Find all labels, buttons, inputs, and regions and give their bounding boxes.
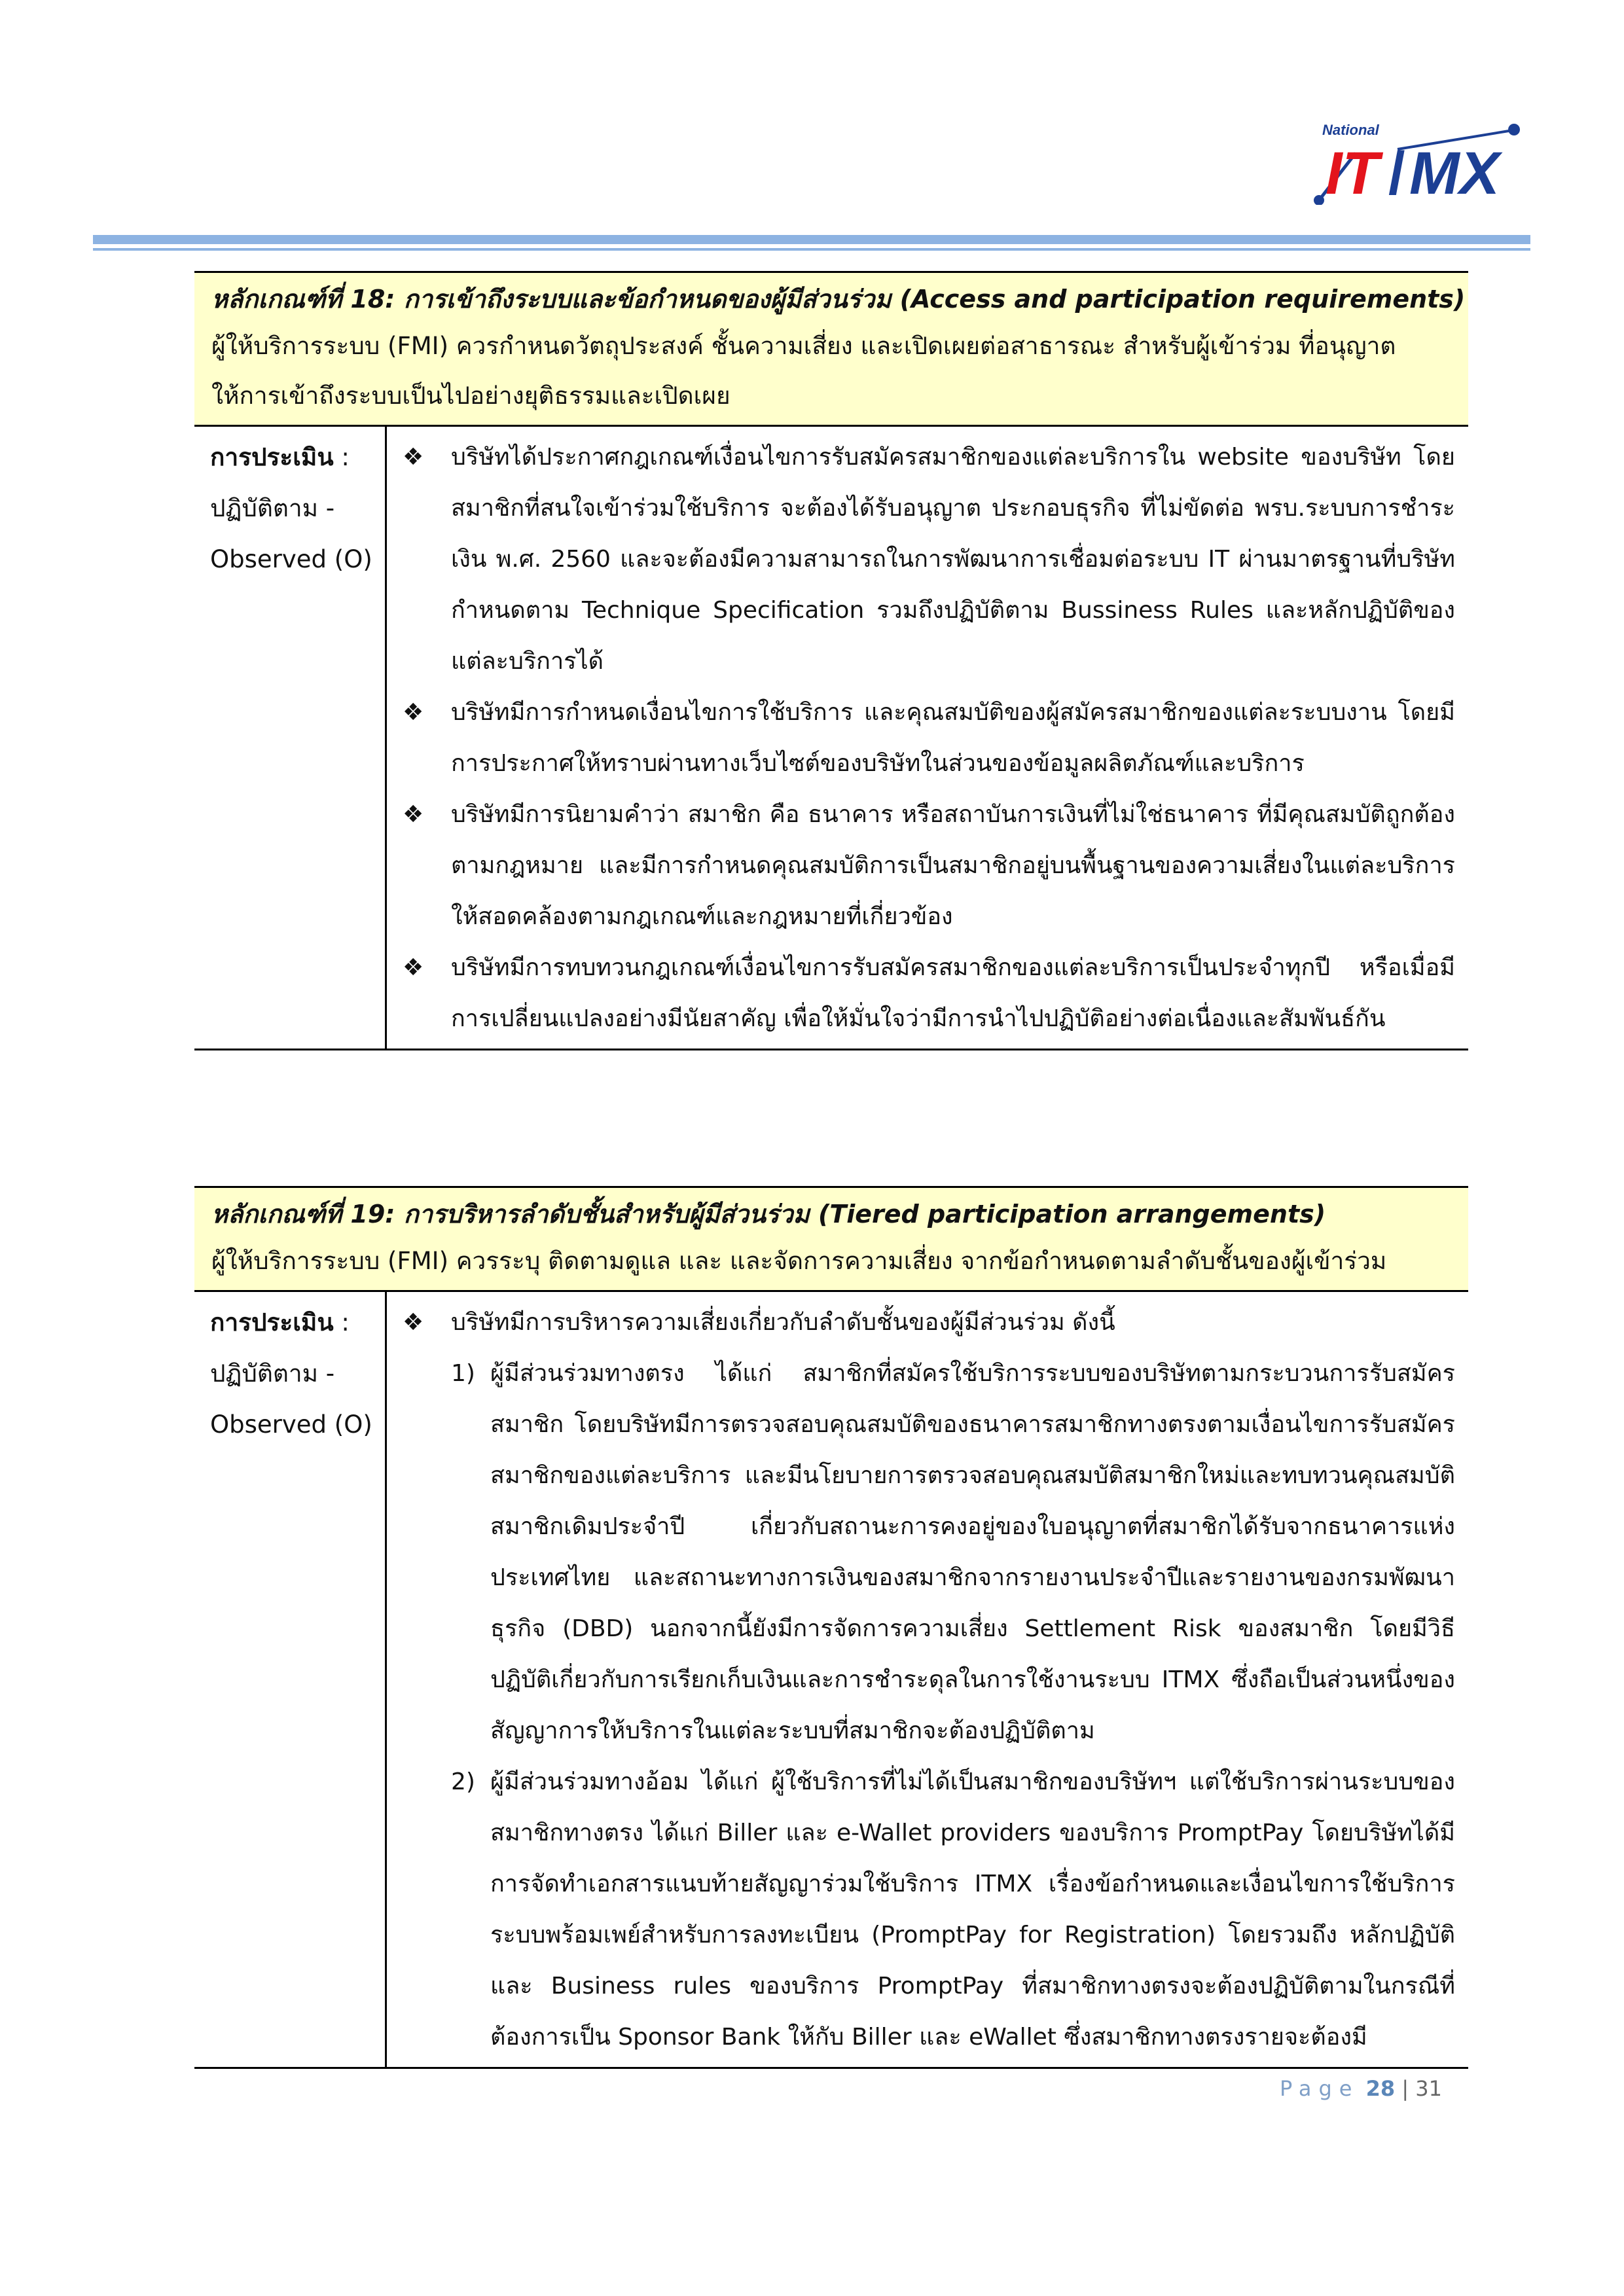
principle-19-details [387, 1292, 1468, 2067]
principle-18-assessment-cell [194, 427, 387, 1049]
logo-mx-text: MX [1409, 140, 1500, 205]
assessment-label: การประเมิน [210, 443, 334, 471]
assessment-label: การประเมิน [210, 1308, 334, 1336]
diamond-bullet-icon: ❖ [403, 444, 424, 471]
diamond-bullet-icon: ❖ [403, 801, 424, 828]
page-separator: | [1401, 2076, 1409, 2101]
diamond-bullet-icon: ❖ [403, 954, 424, 981]
numbered-item: 2) ผู้มีส่วนร่วมทางอ้อม ได้แก่ ผู้ใช้บริการที่ไม่ได้เป็นสมาชิกของบริษัทฯ แต่ใช้บริการผ่านระบบของสมาชิกทางตรง ได้แก่ Biller และ e-Wallet providers ของบริการ PromptPay โดยบริษัทได้มีการจัดทำเอกสารแนบท้ายสัญญาร่วมใช้บริการ ITMX เรื่องข้อกำหนดและเงื่อนไขการใช้บริการระบบพร้อมเพย์สำหรับการลงทะเบียน (PromptPay for Registration) โดยรวมถึง หลักปฏิบัติ และ Business rules ของบริการ PromptPay ที่สมาชิกทางตรงจะต้องปฏิบัติตามในกรณีที่ต้องการเป็น Sponsor Bank ให้กับ Biller และ eWallet ซึ่งสมาชิกทางตรงรายจะต้องมี [451, 1768, 1455, 2051]
page-current: 28 [1365, 2076, 1396, 2101]
list-item: ❖ บริษัทได้ประกาศกฎเกณฑ์เงื่อนไขการรับสมัครสมาชิกของแต่ละบริการใน website ของบริษัท โดยสมาชิกที่สนใจเข้าร่วมใช้บริการ จะต้องได้รับอนุญาต ประกอบธุรกิจ ที่ไม่ขัดต่อ พรบ.ระบบการชำระเงิน พ.ศ. 2560 และจะต้องมีความสามารถในการพัฒนาการเชื่อมต่อระบบ IT ผ่านมาตรฐานที่บริษัทกำหนดตาม Technique Specification รวมถึงปฏิบัติตาม Bussiness Rules และหลักปฏิบัติของแต่ละบริการได้ [403, 432, 1455, 687]
principle-19-title: หลักเกณฑ์ที่ 19: การบริหารลำดับชั้นสำหรับผู้มีส่วนร่วม (Tiered participation arrangements) [211, 1200, 1326, 1229]
principle-18-block [194, 271, 1468, 1050]
principle-18-criterion [194, 271, 1468, 427]
assessment-sep: : [333, 443, 350, 471]
itmx-logo [1293, 117, 1528, 205]
page-word: Page [1280, 2076, 1360, 2101]
diamond-bullet-icon: ❖ [403, 699, 424, 726]
assessment-sep: : [333, 1308, 350, 1336]
header-rule-thick [93, 235, 1530, 244]
assessment-label-line [210, 432, 385, 483]
principle-19-description: ผู้ให้บริการระบบ (FMI) ควรระบุ ติดตามดูแล และ และจัดการความเสี่ยง จากข้อกำหนดตามลำดับชั้นของผู้เข้าร่วม [211, 1247, 1387, 1275]
logo-national-text: National [1322, 122, 1379, 138]
diamond-bullet-icon: ❖ [403, 1309, 424, 1336]
assessment-result-thai: ปฏิบัติตาม - [210, 1359, 335, 1388]
principle-18-title: หลักเกณฑ์ที่ 18: การเข้าถึงระบบและข้อกำหนดของผู้มีส่วนร่วม (Access and participation requirements) [211, 285, 1466, 314]
assessment-result-thai: ปฏิบัติตาม - [210, 494, 335, 522]
page-footer [1280, 2076, 1442, 2101]
list-item: ❖ บริษัทมีการบริหารความเสี่ยงเกี่ยวกับลำดับชั้นของผู้มีส่วนร่วม ดังนี้ [403, 1297, 1455, 1348]
principle-19-block [194, 1186, 1468, 2069]
assessment-label-line [210, 1297, 385, 1348]
principle-19-assessment-cell [194, 1292, 387, 2067]
numbered-item: 1) ผู้มีส่วนร่วมทางตรง ได้แก่ สมาชิกที่สมัครใช้บริการระบบของบริษัทตามกระบวนการรับสมัครสมาชิก โดยบริษัทมีการตรวจสอบคุณสมบัติของธนาคารสมาชิกทางตรงตามเงื่อนไขการรับสมัครสมาชิกของแต่ละบริการ และมีนโยบายการตรวจสอบคุณสมบัติสมาชิกใหม่และทบทวนคุณสมบัติสมาชิกเดิมประจำปี เกี่ยวกับสถานะการคงอยู่ของใบอนุญาตที่สมาชิกได้รับจากธนาคารแห่งประเทศไทย และสถานะทางการเงินของสมาชิกจากรายงานประจำปีและรายงานของกรมพัฒนาธุรกิจ (DBD) นอกจากนี้ยังมีการจัดการความเสี่ยง Settlement Risk ของสมาชิก โดยมีวิธีปฏิบัติเกี่ยวกับการเรียกเก็บเงินและการชำระดุลในการใช้งานระบบ ITMX ซึ่งถือเป็นส่วนหนึ่งของสัญญาการให้บริการในแต่ละระบบที่สมาชิกจะต้องปฏิบัติตาม [451, 1360, 1455, 1744]
list-item: ❖ บริษัทมีการทบทวนกฎเกณฑ์เงื่อนไขการรับสมัครสมาชิกของแต่ละบริการเป็นประจำทุกปี หรือเมื่อมีการเปลี่ยนแปลงอย่างมีนัยสาคัญ เพื่อให้มั่นใจว่ามีการนำไปปฏิบัติอย่างต่อเนื่องและสัมพันธ์กัน [403, 942, 1455, 1045]
list-item: ❖ บริษัทมีการกำหนดเงื่อนไขการใช้บริการ และคุณสมบัติของผู้สมัครสมาชิกของแต่ละระบบงาน โดยมีการประกาศให้ทราบผ่านทางเว็บไซต์ของบริษัทในส่วนของข้อมูลผลิตภัณฑ์และบริการ [403, 687, 1455, 789]
principle-19-assessment-row [194, 1292, 1468, 2069]
assessment-result-en: Observed (O) [210, 545, 372, 573]
list-item: ❖ บริษัทมีการนิยามคำว่า สมาชิก คือ ธนาคาร หรือสถาบันการเงินที่ไม่ใช่ธนาคาร ที่มีคุณสมบัติถูกต้องตามกฎหมาย และมีการกำหนดคุณสมบัติการเป็นสมาชิกอยู่บนพื้นฐานของความเสี่ยงในแต่ละบริการให้สอดคล้องตามกฎเกณฑ์และกฎหมายที่เกี่ยวข้อง [403, 789, 1455, 942]
page-total: 31 [1415, 2076, 1443, 2101]
assessment-result-en: Observed (O) [210, 1410, 372, 1439]
principle-18-description: ผู้ให้บริการระบบ (FMI) ควรกำหนดวัตถุประสงค์ ชั้นความเสี่ยง และเปิดเผยต่อสาธารณะ สำหรับผู้เข้าร่วม ที่อนุญาตให้การเข้าถึงระบบเป็นไปอย่างยุติธรรมและเปิดเผย [211, 332, 1396, 410]
header-rule-thin [93, 248, 1530, 251]
principle-18-assessment-row [194, 427, 1468, 1050]
principle-19-criterion [194, 1186, 1468, 1292]
logo-slash-text: / [1388, 140, 1405, 205]
principle-18-details [387, 427, 1468, 1049]
logo-it-text: IT [1326, 140, 1379, 205]
